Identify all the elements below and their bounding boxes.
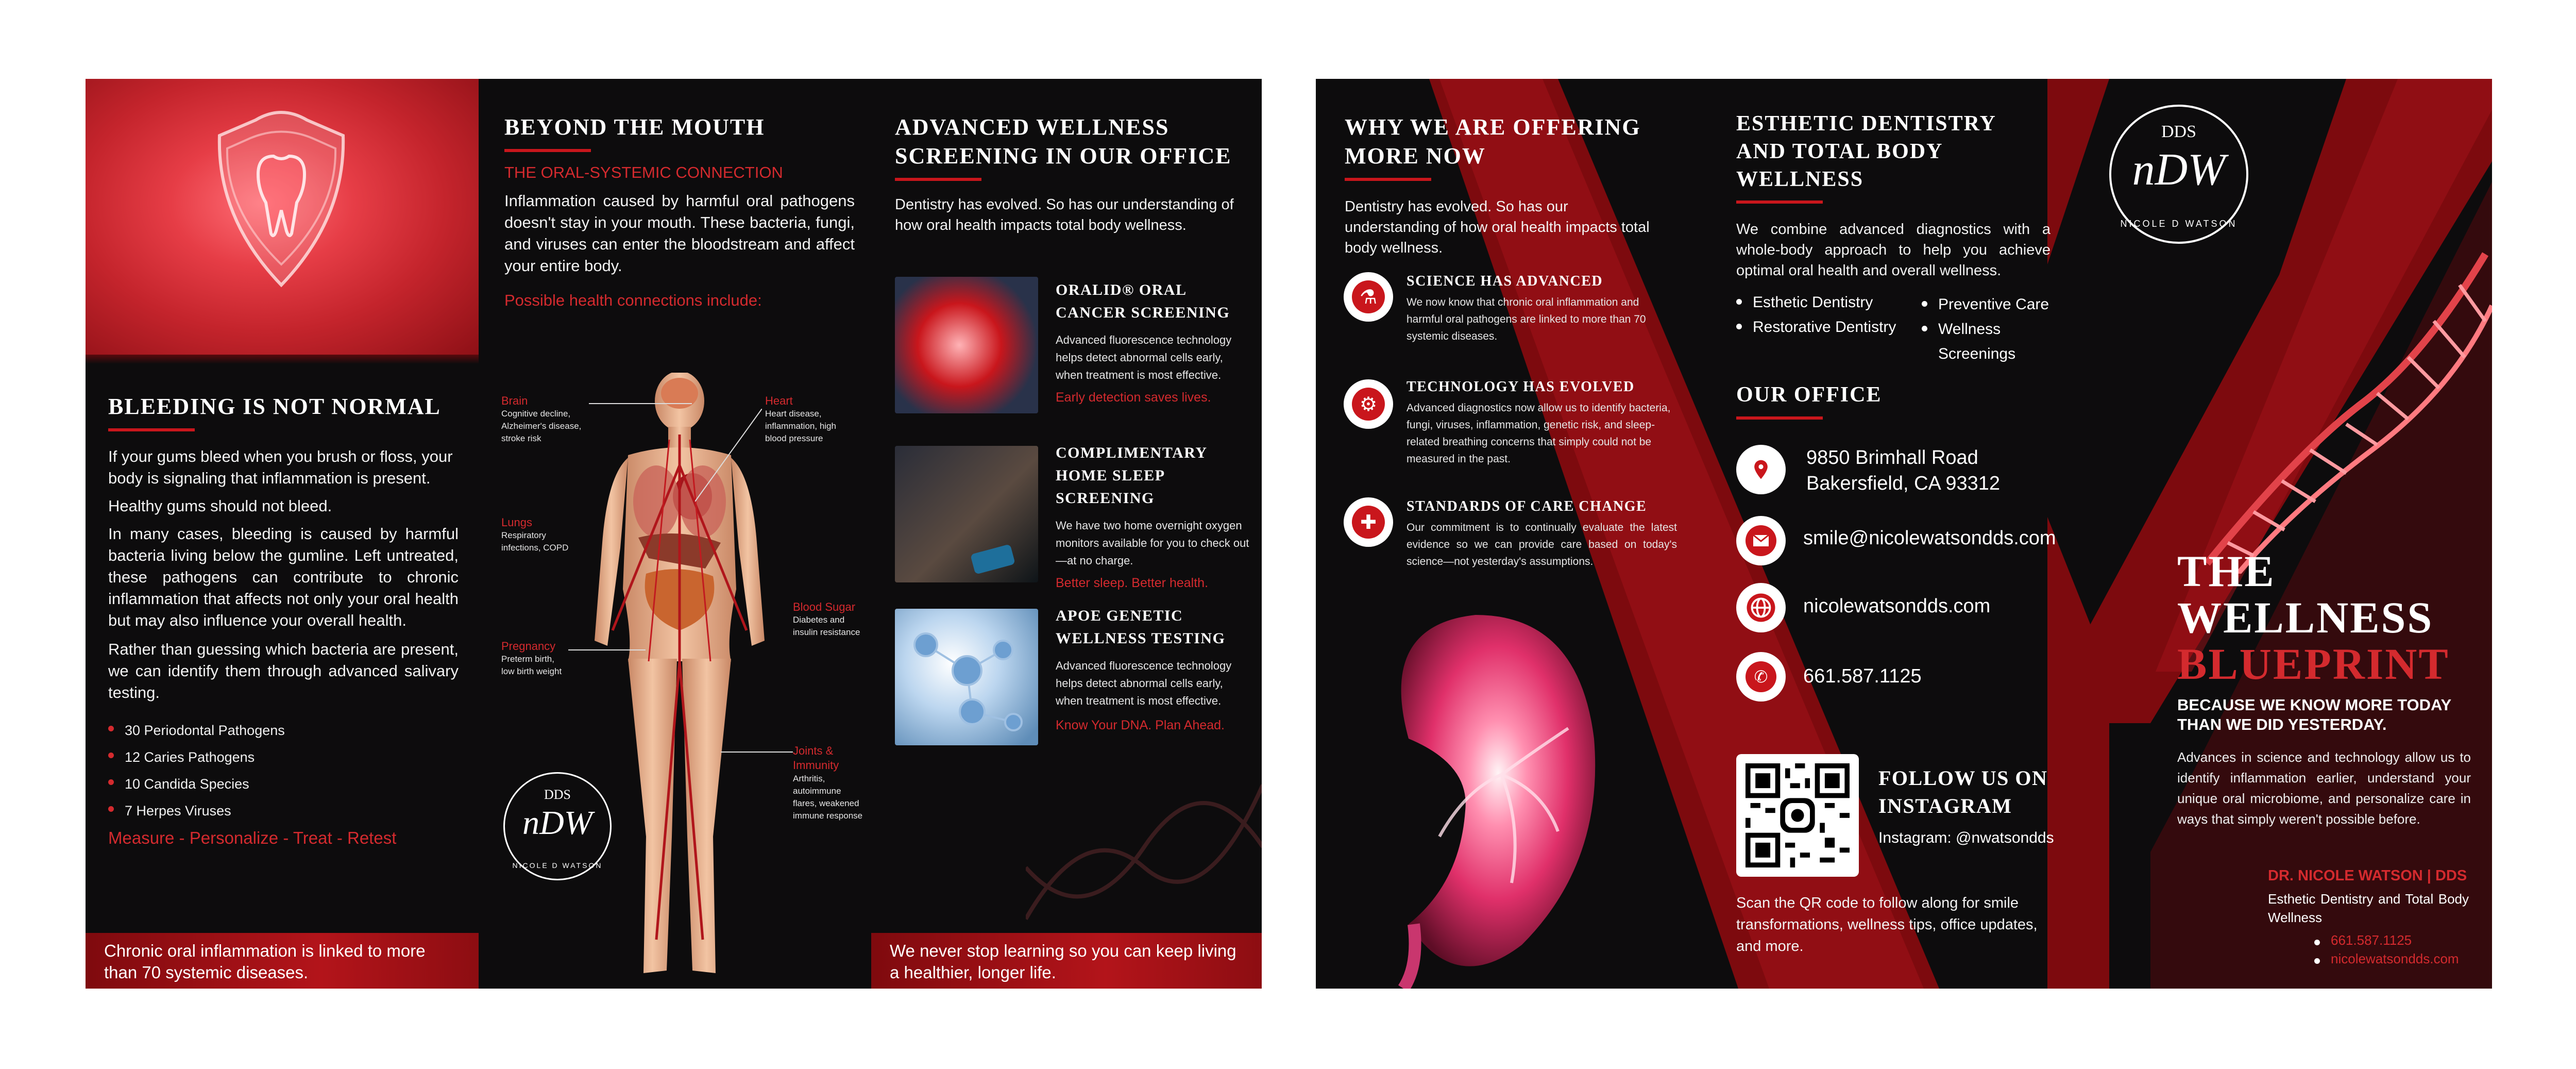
connections-label: Possible health connections include: — [504, 291, 762, 309]
heading-underline — [1736, 416, 1823, 420]
cover-body: Advances in science and technology allow us to identify inflammation earlier, understand your unique oral microbiome, and personalize care in ways that simply weren't possible before. — [2177, 749, 2471, 827]
list-item: Esthetic Dentistry — [1736, 290, 1896, 315]
paragraph: Rather than guessing which bacteria are present, we can identify them through advanced salivary testing. — [108, 640, 459, 701]
list-item: 30 Periodontal Pathogens — [108, 717, 459, 744]
panel-screening — [871, 79, 1262, 989]
technology-gear-icon: ⚙ — [1344, 379, 1393, 429]
label-connector — [695, 409, 762, 512]
email-link[interactable]: smile@nicolewatsondds.com — [1803, 527, 2056, 549]
label-heart: Heart Heart disease, inflammation, high blood pressure — [765, 394, 836, 443]
heading-underline — [1345, 178, 1431, 181]
label-brain: Brain Cognitive decline, Alzheimer's disease, stroke risk — [501, 394, 582, 443]
emphasis-text: Healthy gums should not bleed. — [108, 497, 332, 515]
item-title: ORALID® ORAL CANCER SCREENING — [1056, 281, 1230, 321]
website-link[interactable]: nicolewatsondds.com — [1803, 595, 1991, 617]
panel-cover — [2068, 79, 2492, 989]
tagline: Measure - Personalize - Treat - Retest — [108, 828, 397, 847]
phone-icon: ✆ — [1736, 652, 1786, 701]
intro-text: Dentistry has evolved. So has our understanding of how oral health impacts total body wellness. — [1345, 198, 1650, 256]
molecule-image — [895, 609, 1038, 745]
subheading: THE ORAL-SYSTEMIC CONNECTION — [504, 163, 783, 181]
label-joints: Joints & Immunity Arthritis, autoimmune flares, weakened immune response — [793, 744, 863, 821]
label-connector — [721, 747, 793, 757]
item-text: Advanced diagnostics now allow us to identify bacteria, fungi, viruses, inflammation, genetic risk, and sleep-related breathing concerns that simply could not be measured in the past. — [1406, 402, 1671, 465]
paragraph: In many cases, bleeding is caused by harmful bacteria living below the gumline. Left untreated, these pathogens can contribute to chronic inflammation that affects not only your oral health but may also influence your overall health. — [108, 525, 459, 629]
cover-subtitle: BECAUSE WE KNOW MORE TODAY THAN WE DID YESTERDAY. — [2177, 696, 2451, 733]
microscope-icon: ⚗ — [1344, 272, 1393, 322]
location-pin-icon — [1736, 445, 1786, 494]
item-title: COMPLIMENTARY HOME SLEEP SCREENING — [1056, 444, 1207, 507]
list-item: 12 Caries Pathogens — [108, 744, 459, 771]
item-title: TECHNOLOGY HAS EVOLVED — [1406, 379, 1635, 395]
item-tag: Know Your DNA. Plan Ahead. — [1056, 718, 1225, 732]
item-tag: Early detection saves lives. — [1056, 390, 1211, 405]
hero-image — [86, 79, 479, 355]
label-blood-sugar: Blood Sugar Diabetes and insulin resistance — [793, 600, 860, 637]
list-item: 10 Candida Species — [108, 771, 459, 797]
panel-heading: ESTHETIC DENTISTRY AND TOTAL BODY WELLNESS — [1736, 112, 1996, 191]
list-item: Wellness Screenings — [1922, 317, 2068, 366]
services-list — [1736, 290, 1896, 340]
panel-heading: BLEEDING IS NOT NORMAL — [108, 394, 441, 419]
phone-link[interactable]: 661.587.1125 — [1803, 665, 1922, 687]
contact-website[interactable]: nicolewatsondds.com — [2314, 949, 2469, 968]
heading-underline — [504, 149, 591, 152]
panel-beyond-mouth — [479, 79, 871, 989]
footer-band: Chronic oral inflammation is linked to more than 70 systemic diseases. — [86, 933, 479, 989]
list-item: Restorative Dentistry — [1736, 315, 1896, 340]
dna-helix-illustration — [2197, 233, 2492, 574]
practice-logo: DDS nDW NICOLE D WATSON — [2109, 105, 2248, 244]
item-text: We now know that chronic oral inflammation and harmful oral pathogens are linked to more than 70 systemic diseases. — [1406, 296, 1646, 342]
label-pregnancy: Pregnancy Preterm birth, low birth weight — [501, 640, 562, 676]
sleep-monitor-image — [895, 446, 1038, 582]
dna-background — [1026, 764, 1262, 934]
doctor-info — [2268, 867, 2469, 968]
practice-logo: DDS nDW NICOLE D WATSON — [503, 772, 612, 880]
email-icon — [1736, 516, 1786, 565]
instagram-handle[interactable]: Instagram: @nwatsondds — [1878, 829, 2054, 846]
doctor-name: DR. NICOLE WATSON | DDS — [2268, 867, 2467, 884]
panel-heading: ADVANCED WELLNESS SCREENING IN OUR OFFICE — [895, 114, 1232, 169]
panel-heading: BEYOND THE MOUTH — [504, 114, 765, 140]
panel-bleeding — [86, 79, 479, 989]
heading-underline — [108, 428, 195, 431]
address-line: 9850 Brimhall Road — [1806, 447, 1978, 469]
label-connector — [589, 398, 692, 409]
tooth-shield-icon — [86, 79, 479, 355]
intro-text: If your gums bleed when you brush or floss, your body is signaling that inflammation is present. — [108, 447, 453, 487]
address — [1806, 445, 2000, 496]
list-item: Preventive Care — [1922, 292, 2068, 317]
pathogen-list — [108, 717, 459, 824]
services-list — [1922, 292, 2068, 366]
heading-underline — [1736, 201, 1823, 204]
panel-esthetic — [1713, 79, 2068, 989]
scan-instructions: Scan the QR code to follow along for smile transformations, wellness tips, office updates, and more. — [1736, 895, 2038, 955]
item-text: Advanced fluorescence technology helps detect abnormal cells early, when treatment is most effective. — [1056, 659, 1232, 707]
brochure-outside — [1316, 79, 2492, 989]
item-tag: Better sleep. Better health. — [1056, 576, 1209, 590]
item-text: Advanced fluorescence technology helps detect abnormal cells early, when treatment is most effective. — [1056, 333, 1232, 381]
item-title: SCIENCE HAS ADVANCED — [1406, 273, 1603, 289]
instagram-qr-code[interactable] — [1736, 754, 1859, 877]
kidney-illustration — [1336, 594, 1625, 989]
contact-list — [2314, 931, 2469, 968]
skull-scan-image — [895, 277, 1038, 413]
item-title: APOE GENETIC WELLNESS TESTING — [1056, 607, 1226, 647]
shield-cross-icon: ✚ — [1344, 497, 1393, 547]
follow-heading: FOLLOW US ON INSTAGRAM — [1878, 766, 2048, 817]
panel-heading: WHY WE ARE OFFERING MORE NOW — [1345, 114, 1641, 169]
contact-phone[interactable]: 661.587.1125 — [2314, 931, 2469, 949]
address-line: Bakersfield, CA 93312 — [1806, 473, 2001, 494]
intro-text: Dentistry has evolved. So has our understanding of how oral health impacts total body wellness. — [895, 196, 1234, 233]
paragraph: Inflammation caused by harmful oral pathogens doesn't stay in your mouth. These bacteria, fungi, and viruses can enter the bloodstream and affect your entire body. — [504, 192, 855, 275]
label-lungs: Lungs Respiratory infections, COPD — [501, 516, 569, 553]
item-text: Our commitment is to continually evaluate the latest evidence so we can provide care based on today's science—not yesterday's assumptions. — [1406, 522, 1677, 567]
doctor-role: Esthetic Dentistry and Total Body Wellness — [2268, 891, 2469, 925]
item-text: We have two home overnight oxygen monitors available for you to check out—at no charge. — [1056, 519, 1249, 567]
list-item: 7 Herpes Viruses — [108, 797, 459, 824]
panel-why-now — [1316, 79, 1713, 989]
heading-underline — [895, 178, 981, 181]
item-title: STANDARDS OF CARE CHANGE — [1406, 498, 1647, 514]
office-heading: OUR OFFICE — [1736, 383, 1882, 407]
brochure-inside — [86, 79, 1262, 989]
footer-band: We never stop learning so you can keep living a healthier, longer life. — [871, 933, 1262, 989]
globe-icon — [1736, 583, 1786, 632]
intro-text: We combine advanced diagnostics with a whole-body approach to help you achieve optimal oral health and overall wellness. — [1736, 221, 2050, 279]
label-connector — [568, 645, 646, 655]
cover-title: THE WELLNESS BLUEPRINT — [2177, 546, 2450, 689]
